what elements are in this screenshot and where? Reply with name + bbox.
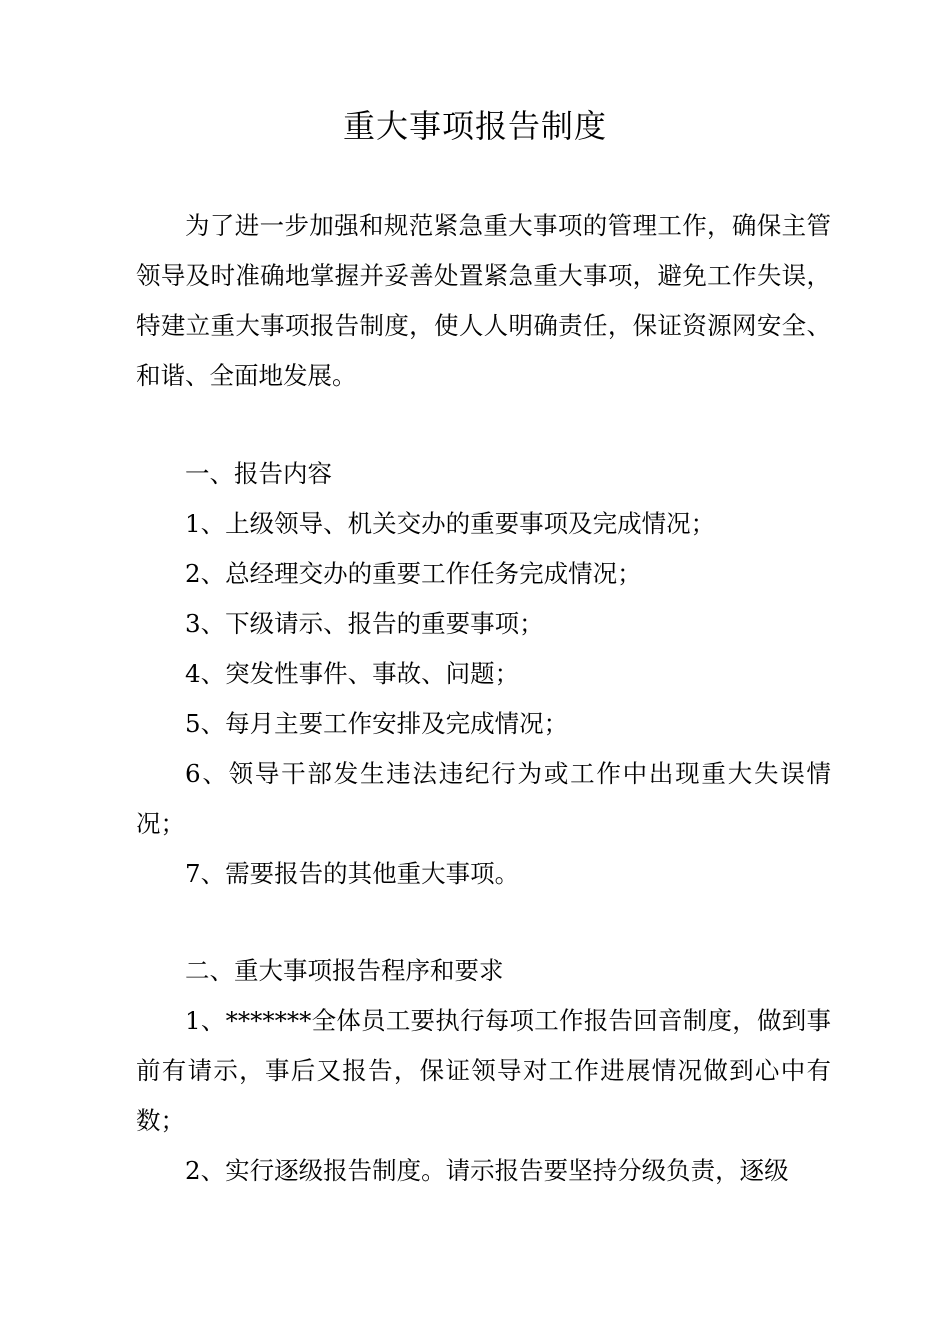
list-item: 2、总经理交办的重要工作任务完成情况；	[185, 559, 642, 588]
list-item: 1、上级领导、机关交办的重要事项及完成情况；	[185, 509, 716, 538]
intro-paragraph: 为了进一步加强和规范紧急重大事项的管理工作，确保主管领导及时准确地掌握并妥善处置紧急重大事项，避免工作失误，特建立重大事项报告制度，使人人明确责任，保证资源网安全、和谐、全面地发展。	[136, 211, 831, 390]
list-item: 3、下级请示、报告的重要事项；	[185, 609, 544, 638]
list-item: 7、需要报告的其他重大事项。	[185, 859, 520, 888]
list-item: 1、*******全体员工要执行每项工作报告回音制度，做到事前有请示，事后又报告，保证领导对工作进展情况做到心中有数；	[136, 1006, 831, 1135]
section-heading-procedure: 二、重大事项报告程序和要求	[185, 956, 504, 985]
list-item: 4、突发性事件、事故、问题；	[185, 659, 520, 688]
list-item: 6、领导干部发生违法违纪行为或工作中出现重大失误情况；	[136, 759, 831, 838]
section-heading-report-content: 一、报告内容	[185, 459, 332, 488]
document-title: 重大事项报告制度	[342, 107, 607, 145]
list-item: 2、实行逐级报告制度。请示报告要坚持分级负责，逐级	[185, 1156, 789, 1185]
list-item: 5、每月主要工作安排及完成情况；	[185, 709, 569, 738]
